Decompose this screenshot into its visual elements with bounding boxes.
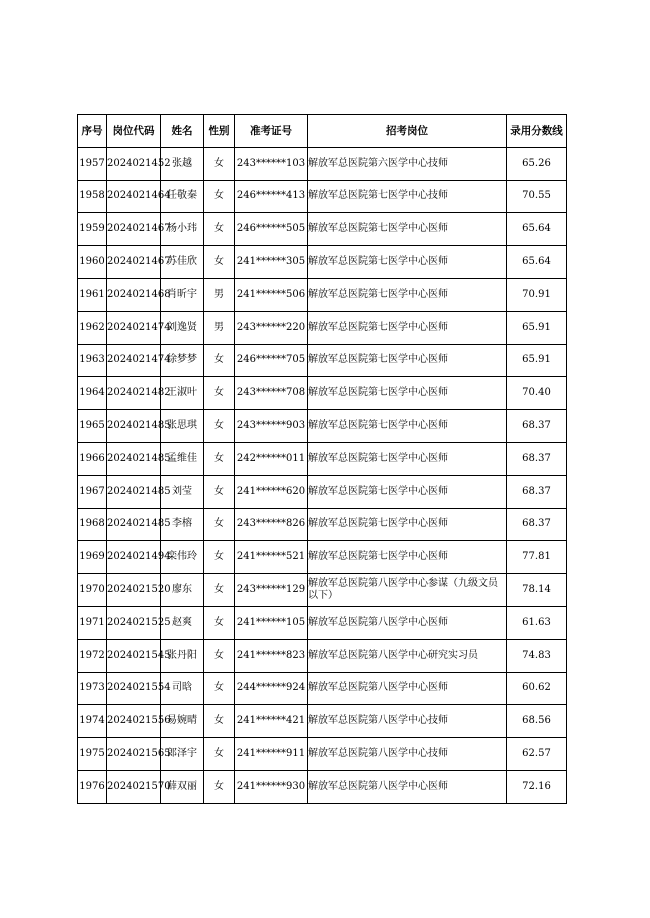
cell-recruit-post: 解放军总医院第八医学中心医师 xyxy=(308,672,507,705)
cell-score-line: 68.56 xyxy=(507,705,567,738)
cell-name: 司晗 xyxy=(161,672,204,705)
table-row xyxy=(78,442,567,475)
cell-recruit-post: 解放军总医院第八医学中心研究实习员 xyxy=(308,639,507,672)
cell-seq: 1958 xyxy=(78,180,107,213)
cell-seq: 1975 xyxy=(78,738,107,771)
cell-recruit-post: 解放军总医院第六医学中心技师 xyxy=(308,147,507,180)
cell-name: 杨小玮 xyxy=(161,213,204,246)
cell-score-line: 60.62 xyxy=(507,672,567,705)
table-row xyxy=(78,344,567,377)
cell-seq: 1965 xyxy=(78,410,107,443)
cell-post-code: 2024021468 xyxy=(107,278,161,311)
header-sex: 性别 xyxy=(204,115,235,148)
table-row xyxy=(78,639,567,672)
cell-name: 薛双丽 xyxy=(161,770,204,803)
cell-ticket-number: 246******413 xyxy=(235,180,308,213)
cell-ticket-number: 241******305 xyxy=(235,246,308,279)
cell-sex: 女 xyxy=(204,508,235,541)
cell-sex: 女 xyxy=(204,639,235,672)
cell-seq: 1959 xyxy=(78,213,107,246)
cell-name: 肖昕宇 xyxy=(161,278,204,311)
header-ticket-number: 准考证号 xyxy=(235,115,308,148)
cell-name: 任敬秦 xyxy=(161,180,204,213)
table-row xyxy=(78,410,567,443)
cell-score-line: 70.40 xyxy=(507,377,567,410)
cell-score-line: 74.83 xyxy=(507,639,567,672)
table-row xyxy=(78,278,567,311)
cell-ticket-number: 243******708 xyxy=(235,377,308,410)
table-row xyxy=(78,574,567,607)
cell-recruit-post: 解放军总医院第七医学中心医师 xyxy=(308,278,507,311)
cell-post-code: 2024021485 xyxy=(107,475,161,508)
cell-name: 赵爽 xyxy=(161,606,204,639)
cell-score-line: 65.64 xyxy=(507,246,567,279)
cell-ticket-number: 241******930 xyxy=(235,770,308,803)
cell-seq: 1968 xyxy=(78,508,107,541)
cell-post-code: 2024021474 xyxy=(107,344,161,377)
cell-score-line: 70.91 xyxy=(507,278,567,311)
cell-sex: 女 xyxy=(204,377,235,410)
cell-seq: 1964 xyxy=(78,377,107,410)
cell-score-line: 65.26 xyxy=(507,147,567,180)
table-row xyxy=(78,475,567,508)
cell-score-line: 70.55 xyxy=(507,180,567,213)
cell-sex: 女 xyxy=(204,672,235,705)
cell-post-code: 2024021485 xyxy=(107,410,161,443)
cell-ticket-number: 241******521 xyxy=(235,541,308,574)
cell-sex: 女 xyxy=(204,213,235,246)
cell-score-line: 72.16 xyxy=(507,770,567,803)
cell-seq: 1963 xyxy=(78,344,107,377)
cell-seq: 1966 xyxy=(78,442,107,475)
cell-ticket-number: 243******826 xyxy=(235,508,308,541)
cell-seq: 1967 xyxy=(78,475,107,508)
cell-recruit-post: 解放军总医院第七医学中心医师 xyxy=(308,344,507,377)
cell-name: 郎泽宇 xyxy=(161,738,204,771)
cell-name: 张思琪 xyxy=(161,410,204,443)
cell-post-code: 2024021482 xyxy=(107,377,161,410)
results-table xyxy=(77,114,567,804)
cell-ticket-number: 241******911 xyxy=(235,738,308,771)
cell-score-line: 68.37 xyxy=(507,410,567,443)
cell-score-line: 62.57 xyxy=(507,738,567,771)
cell-sex: 女 xyxy=(204,410,235,443)
cell-ticket-number: 243******129 xyxy=(235,574,308,607)
cell-recruit-post: 解放军总医院第七医学中心技师 xyxy=(308,180,507,213)
cell-name: 易婉晴 xyxy=(161,705,204,738)
cell-sex: 女 xyxy=(204,541,235,574)
cell-sex: 女 xyxy=(204,705,235,738)
table-row xyxy=(78,311,567,344)
cell-ticket-number: 244******924 xyxy=(235,672,308,705)
cell-post-code: 2024021474 xyxy=(107,311,161,344)
cell-sex: 女 xyxy=(204,574,235,607)
cell-seq: 1971 xyxy=(78,606,107,639)
cell-recruit-post: 解放军总医院第七医学中心医师 xyxy=(308,377,507,410)
cell-post-code: 2024021520 xyxy=(107,574,161,607)
cell-recruit-post: 解放军总医院第七医学中心医师 xyxy=(308,475,507,508)
cell-sex: 女 xyxy=(204,344,235,377)
header-seq: 序号 xyxy=(78,115,107,148)
cell-recruit-post: 解放军总医院第七医学中心医师 xyxy=(308,442,507,475)
table-row xyxy=(78,213,567,246)
cell-score-line: 77.81 xyxy=(507,541,567,574)
cell-ticket-number: 241******421 xyxy=(235,705,308,738)
cell-post-code: 2024021494 xyxy=(107,541,161,574)
table-row xyxy=(78,606,567,639)
cell-recruit-post: 解放军总医院第八医学中心技师 xyxy=(308,738,507,771)
table-row xyxy=(78,738,567,771)
table-header-row xyxy=(78,115,567,148)
cell-sex: 女 xyxy=(204,442,235,475)
cell-post-code: 2024021556 xyxy=(107,705,161,738)
cell-score-line: 78.14 xyxy=(507,574,567,607)
cell-sex: 女 xyxy=(204,606,235,639)
cell-sex: 男 xyxy=(204,311,235,344)
cell-seq: 1962 xyxy=(78,311,107,344)
cell-sex: 女 xyxy=(204,770,235,803)
cell-name: 苏佳欣 xyxy=(161,246,204,279)
header-score-line: 录用分数线 xyxy=(507,115,567,148)
cell-name: 孟维佳 xyxy=(161,442,204,475)
cell-post-code: 2024021554 xyxy=(107,672,161,705)
cell-post-code: 2024021525 xyxy=(107,606,161,639)
cell-recruit-post: 解放军总医院第八医学中心技师 xyxy=(308,705,507,738)
cell-seq: 1972 xyxy=(78,639,107,672)
cell-ticket-number: 243******103 xyxy=(235,147,308,180)
cell-sex: 女 xyxy=(204,246,235,279)
cell-score-line: 65.91 xyxy=(507,344,567,377)
cell-recruit-post: 解放军总医院第七医学中心医师 xyxy=(308,541,507,574)
cell-score-line: 68.37 xyxy=(507,475,567,508)
table-row xyxy=(78,377,567,410)
cell-ticket-number: 246******505 xyxy=(235,213,308,246)
cell-seq: 1961 xyxy=(78,278,107,311)
cell-sex: 女 xyxy=(204,180,235,213)
cell-score-line: 68.37 xyxy=(507,508,567,541)
cell-recruit-post: 解放军总医院第七医学中心医师 xyxy=(308,311,507,344)
cell-recruit-post: 解放军总医院第七医学中心医师 xyxy=(308,246,507,279)
cell-post-code: 2024021464 xyxy=(107,180,161,213)
cell-name: 廖东 xyxy=(161,574,204,607)
cell-ticket-number: 246******705 xyxy=(235,344,308,377)
cell-post-code: 2024021467 xyxy=(107,213,161,246)
cell-post-code: 2024021467 xyxy=(107,246,161,279)
cell-score-line: 65.64 xyxy=(507,213,567,246)
cell-sex: 男 xyxy=(204,278,235,311)
cell-ticket-number: 242******011 xyxy=(235,442,308,475)
cell-seq: 1957 xyxy=(78,147,107,180)
cell-name: 刘莹 xyxy=(161,475,204,508)
cell-recruit-post: 解放军总医院第八医学中心参谋（九级文员以下） xyxy=(308,574,507,607)
cell-ticket-number: 241******105 xyxy=(235,606,308,639)
cell-sex: 女 xyxy=(204,738,235,771)
cell-name: 张丹阳 xyxy=(161,639,204,672)
header-recruit-post: 招考岗位 xyxy=(308,115,507,148)
cell-post-code: 2024021485 xyxy=(107,508,161,541)
cell-sex: 女 xyxy=(204,475,235,508)
cell-seq: 1960 xyxy=(78,246,107,279)
cell-post-code: 2024021452 xyxy=(107,147,161,180)
cell-recruit-post: 解放军总医院第七医学中心医师 xyxy=(308,508,507,541)
header-name: 姓名 xyxy=(161,115,204,148)
cell-name: 徐梦梦 xyxy=(161,344,204,377)
cell-score-line: 61.63 xyxy=(507,606,567,639)
cell-score-line: 65.91 xyxy=(507,311,567,344)
table-row xyxy=(78,147,567,180)
cell-post-code: 2024021565 xyxy=(107,738,161,771)
header-post-code: 岗位代码 xyxy=(107,115,161,148)
table-row xyxy=(78,672,567,705)
cell-score-line: 68.37 xyxy=(507,442,567,475)
cell-seq: 1974 xyxy=(78,705,107,738)
cell-ticket-number: 241******823 xyxy=(235,639,308,672)
cell-name: 刘逸贤 xyxy=(161,311,204,344)
cell-recruit-post: 解放军总医院第八医学中心医师 xyxy=(308,606,507,639)
table-row xyxy=(78,770,567,803)
cell-post-code: 2024021545 xyxy=(107,639,161,672)
cell-name: 王淑叶 xyxy=(161,377,204,410)
cell-seq: 1970 xyxy=(78,574,107,607)
cell-ticket-number: 243******220 xyxy=(235,311,308,344)
table-row xyxy=(78,180,567,213)
cell-name: 栾伟玲 xyxy=(161,541,204,574)
cell-seq: 1973 xyxy=(78,672,107,705)
cell-post-code: 2024021485 xyxy=(107,442,161,475)
table-row xyxy=(78,541,567,574)
cell-seq: 1976 xyxy=(78,770,107,803)
cell-post-code: 2024021570 xyxy=(107,770,161,803)
table-row xyxy=(78,246,567,279)
table-row xyxy=(78,508,567,541)
cell-recruit-post: 解放军总医院第七医学中心医师 xyxy=(308,410,507,443)
cell-ticket-number: 241******506 xyxy=(235,278,308,311)
cell-sex: 女 xyxy=(204,147,235,180)
cell-recruit-post: 解放军总医院第八医学中心医师 xyxy=(308,770,507,803)
cell-ticket-number: 243******903 xyxy=(235,410,308,443)
cell-name: 李榕 xyxy=(161,508,204,541)
cell-seq: 1969 xyxy=(78,541,107,574)
cell-name: 张越 xyxy=(161,147,204,180)
cell-recruit-post: 解放军总医院第七医学中心医师 xyxy=(308,213,507,246)
table-row xyxy=(78,705,567,738)
cell-ticket-number: 241******620 xyxy=(235,475,308,508)
